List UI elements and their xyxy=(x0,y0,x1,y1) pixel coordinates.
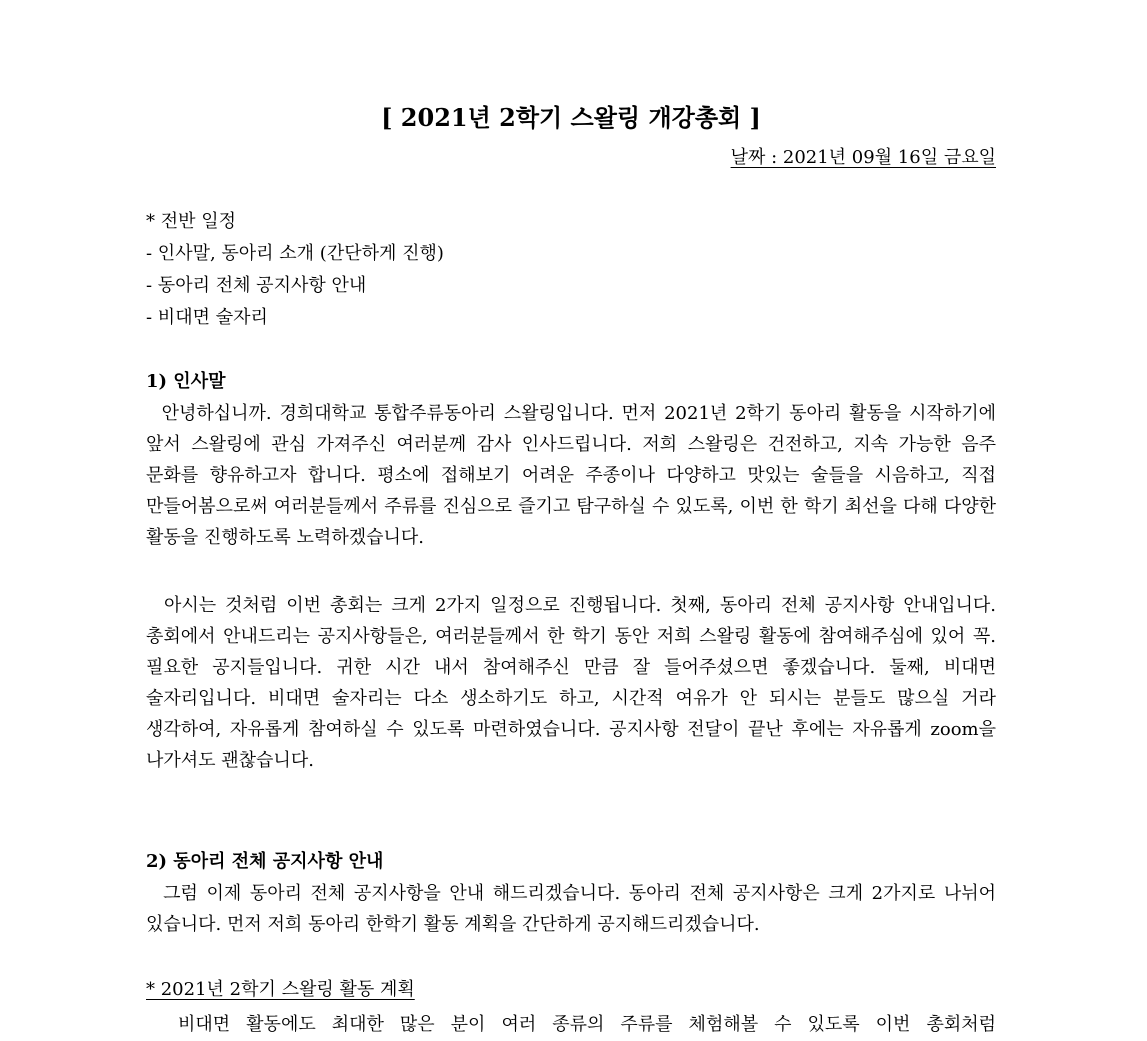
section1-paragraph2: 아시는 것처럼 이번 총회는 크게 2가지 일정으로 진행됩니다. 첫째, 동아리 전체 공지사항 안내입니다. 총회에서 안내드리는 공지사항들은, 여러분들께서 한 학기 동안 저희 스왈링 활동에 참여해주심에 있어 꼭. 필요한 공지들입니다. 귀한 시간 내서 참여해주신 만큼 잘 들어주셨으면 좋겠습니다. 둘째, 비대면 술자리입니다. 비대면 술자리는 다소 생소하기도 하고, 시간적 여유가 안 되시는 분들도 많으실 거라 생각하여, 자유롭게 참여하실 수 있도록 마련하였습니다. 공지사항 전달이 끝난 후에는 자유롭게 zoom을 나가셔도 괜찮습니다. xyxy=(146,595,996,771)
overview-heading: * 전반 일정 xyxy=(146,211,236,232)
section2-paragraph: 그럼 이제 동아리 전체 공지사항을 안내 해드리겠습니다. 동아리 전체 공지사항은 크게 2가지로 나뉘어 있습니다. 먼저 저희 동아리 한학기 활동 계획을 간단하게 공지해드리겠습니다. xyxy=(146,883,996,935)
section2-heading: 2) 동아리 전체 공지사항 안내 xyxy=(146,851,384,872)
document-date: 날짜 : 2021년 09월 16일 금요일 xyxy=(730,147,996,168)
overview-item: - 동아리 전체 공지사항 안내 xyxy=(146,275,367,296)
plan-paragraph: 비대면 활동에도 최대한 많은 분이 여러 종류의 주류를 체험해볼 수 있도록 이번 총회처럼 xyxy=(146,1014,996,1035)
overview-item: - 인사말, 동아리 소개 (간단하게 진행) xyxy=(146,243,444,264)
overview-item: - 비대면 술자리 xyxy=(146,307,268,328)
section1-paragraph1: 안녕하십니까. 경희대학교 통합주류동아리 스왈링입니다. 먼저 2021년 2학기 동아리 활동을 시작하기에 앞서 스왈링에 관심 가져주신 여러분께 감사 인사드립니다. 저희 스왈링은 건전하고, 지속 가능한 음주 문화를 향유하고자 합니다. 평소에 접해보기 어려운 주종이나 다양하고 맛있는 술들을 시음하고, 직접 만들어봄으로써 여러분들께서 주류를 진심으로 즐기고 탐구하실 수 있도록, 이번 한 학기 최선을 다해 다양한 활동을 진행하도록 노력하겠습니다. xyxy=(146,403,996,548)
section1-heading: 1) 인사말 xyxy=(146,371,226,392)
document-title: [ 2021년 2학기 스왈링 개강총회 ] xyxy=(381,103,761,132)
plan-title: * 2021년 2학기 스왈링 활동 계획 xyxy=(146,979,415,1000)
